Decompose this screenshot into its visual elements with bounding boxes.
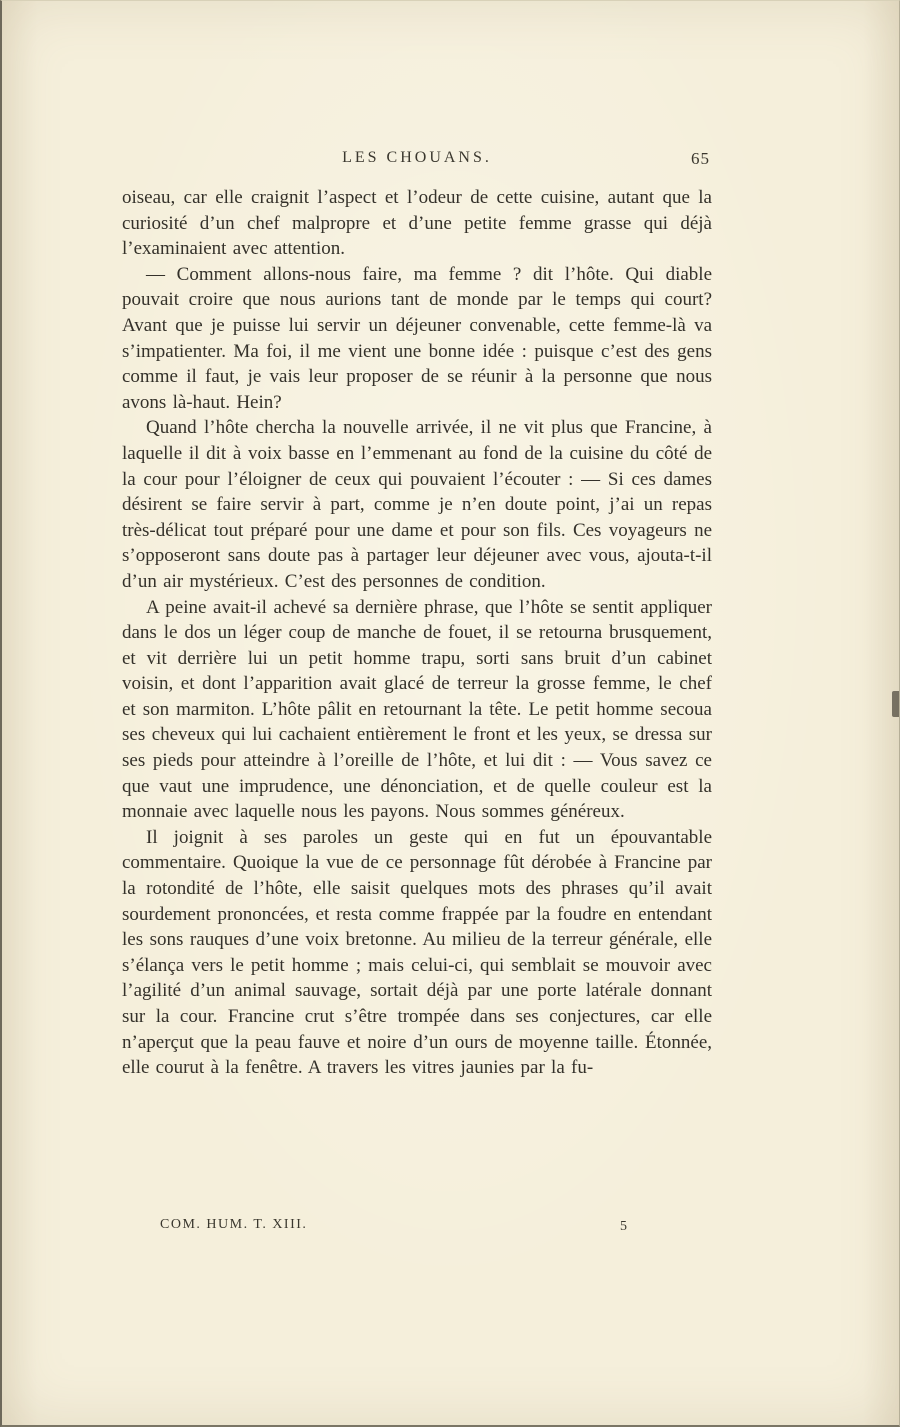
footer-signature: COM. HUM. T. XIII.	[160, 1217, 308, 1232]
paragraph-3: Quand l’hôte chercha la nouvelle arrivée, il ne vit plus que Francine, à laquelle il dit à voix basse en l’emmenant au fond de la cuisine du côté de la cour pour l’éloigner de ceux qui pouvaient l’écouter : — Si ces dames désirent se faire servir à part, comme je n’en doute point, j’ai un repas très-délicat tout préparé pour une dame et pour son fils. Ces voyageurs ne s’opposeront sans doute pas à partager leur déjeuner avec vous, ajouta-t-il d’un air mystérieux. C’est des personnes de condition.	[122, 417, 712, 592]
page-header	[122, 149, 712, 173]
footer-signature-number: 5	[620, 1219, 628, 1234]
running-title: LES CHOUANS.	[342, 149, 492, 166]
page-footer	[122, 1217, 712, 1239]
page-number: 65	[691, 149, 710, 168]
paragraph-4: A peine avait-il achevé sa dernière phrase, que l’hôte se sentit appliquer dans le dos un léger coup de manche de fouet, il se retourna brusquement, et vit derrière lui un petit homme trapu, sorti sans bruit d’un cabinet voisin, et dont l’apparition avait glacé de terreur la grosse femme, le chef et son marmiton. L’hôte pâlit en retournant la tête. Le petit homme secoua ses cheveux qui lui cachaient entièrement le front et les yeux, se dressa sur ses pieds pour atteindre à l’oreille de l’hôte, et lui dit : — Vous savez ce que vaut une imprudence, une dénonciation, et de quelle couleur est la monnaie avec laquelle nous les payons. Nous sommes généreux.	[122, 596, 712, 823]
paragraph-1: oiseau, car elle craignit l’aspect et l’odeur de cette cuisine, autant que la curiosité d’un chef malpropre et d’une petite femme grasse qui déjà l’examinaient avec attention.	[122, 187, 712, 260]
paragraph-5: Il joignit à ses paroles un geste qui en fut un épouvantable commentaire. Quoique la vue de ce personnage fût dérobée à Francine par la rotondité de l’hôte, elle saisit quelques mots des phrases qu’il avait sourdement prononcées, et resta comme frappée par la foudre en entendant les sons rauques d’une voix bretonne. Au milieu de la terreur générale, elle s’élança vers le petit homme ; mais celui-ci, qui semblait se mouvoir avec l’agilité d’un animal sauvage, sortait déjà par une porte latérale donnant sur la cour. Francine crut s’être trompée dans ses conjectures, car elle n’aperçut que la peau fauve et noire d’un ours de moyenne taille. Étonnée, elle courut à la fenêtre. A travers les vitres jaunies par la fu-	[122, 826, 712, 1079]
body-text	[122, 185, 712, 1081]
paragraph-2: — Comment allons-nous faire, ma femme ? dit l’hôte. Qui diable pouvait croire que nous aurions tant de monde par le temps qui court? Avant que je puisse lui servir un déjeuner convenable, cette femme-là va s’impatienter. Ma foi, il me vient une bonne idée : puisque c’est des gens comme il faut, je vais leur proposer de se réunir à la personne que nous avons là-haut. Hein?	[122, 263, 712, 413]
scan-edge-artifact	[892, 691, 899, 717]
